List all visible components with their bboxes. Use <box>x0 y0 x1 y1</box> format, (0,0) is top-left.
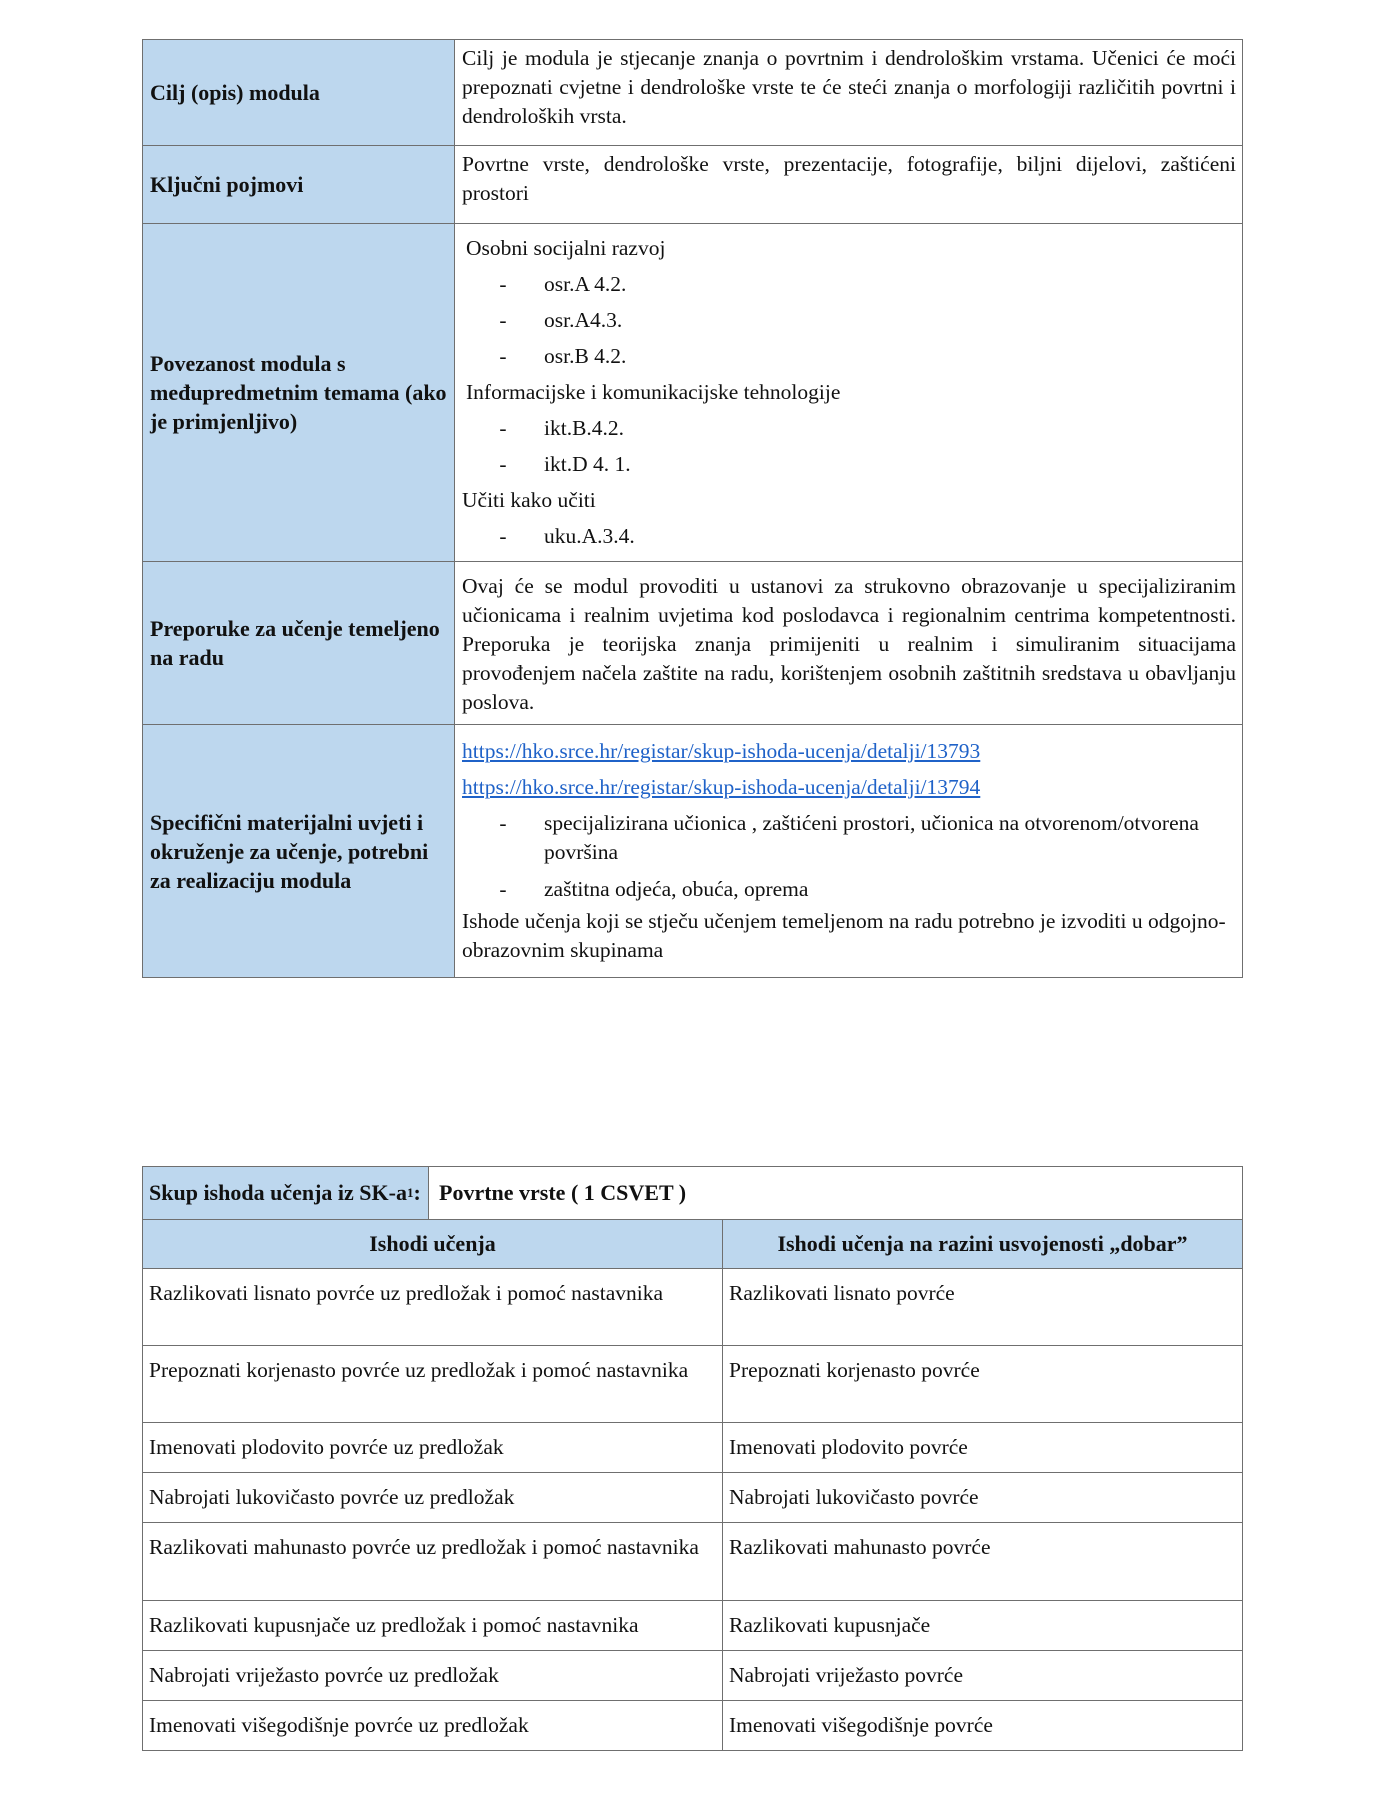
table-row: Prepoznati korjenasto povrće uz predložak i pomoć nastavnika Prepoznati korjenasto povrće <box>143 1346 1243 1423</box>
row-label: Cilj (opis) modula <box>143 40 455 146</box>
table-row: Razlikovati lisnato povrće uz predložak i pomoć nastavnika Razlikovati lisnato povrće <box>143 1269 1243 1346</box>
set-row <box>143 1167 1243 1220</box>
table-row <box>143 562 1243 725</box>
table-row <box>143 224 1243 562</box>
outcome-set-label: Skup ishoda učenja iz SK-a 1 : <box>143 1167 429 1219</box>
list-item: - osr.A 4.2. <box>462 266 1236 302</box>
hko-link-13793[interactable]: https://hko.srce.hr/registar/skup-ishoda-ucenja/detalji/13793 <box>462 739 981 763</box>
list-item: - uku.A.3.4. <box>462 518 1236 554</box>
list-item: - ikt.B.4.2. <box>462 410 1236 446</box>
row-label: Ključni pojmovi <box>143 146 455 224</box>
table-row: Razlikovati mahunasto povrće uz predložak i pomoć nastavnika Razlikovati mahunasto povrće <box>143 1523 1243 1601</box>
table-row <box>143 725 1243 978</box>
key-terms-text: Povrtne vrste, dendrološke vrste, prezentacije, fotografije, biljni dijelovi, zaštićeni prostori <box>455 146 1243 224</box>
module-info-table <box>142 39 1243 978</box>
row-label: Specifični materijalni uvjeti i okruženje za učenje, potrebni za realizaciju modula <box>143 725 455 978</box>
work-based-learning-text: Ovaj će se modul provoditi u ustanovi za strukovno obrazovanje u specijaliziranim učionicama i realnim uvjetima kod poslodavca i regionalnim centrima kompetentnosti. Preporuka je teorijska znanja primijeniti u realnim i simuliranim situacijama provođenjem načela zaštite na radu, korištenjem osobnih zaštitnih sredstava u obavljanju poslova. <box>455 562 1243 725</box>
table-row: Razlikovati kupusnjače uz predložak i pomoć nastavnika Razlikovati kupusnjače <box>143 1601 1243 1651</box>
group-title: Osobni socijalni razvoj <box>466 236 666 260</box>
dash-bullet: - <box>499 524 507 548</box>
note-text: Ishode učenja koji se stječu učenjem temeljenom na radu potrebno je izvoditi u odgojno-obrazovnim skupinama <box>462 909 1226 962</box>
dash-bullet: - <box>499 452 507 476</box>
table-row: Nabrojati vriježasto povrće uz predložak Nabrojati vriježasto povrće <box>143 1651 1243 1701</box>
group-title: Učiti kako učiti <box>462 488 596 512</box>
table-row: Imenovati višegodišnje povrće uz predložak Imenovati višegodišnje povrće <box>143 1701 1243 1751</box>
cross-curricular-list <box>455 224 1243 562</box>
hko-link-13794[interactable]: https://hko.srce.hr/registar/skup-ishoda-ucenja/detalji/13794 <box>462 775 981 799</box>
header-row <box>143 1220 1243 1269</box>
list-item: - osr.B 4.2. <box>462 338 1236 374</box>
dash-bullet: - <box>499 877 507 901</box>
list-item: - ikt.D 4. 1. <box>462 446 1236 482</box>
dash-bullet: - <box>499 344 507 368</box>
list-item: - zaštitna odjeća, obuća, oprema <box>462 871 1236 907</box>
group-title: Informacijske i komunikacijske tehnologije <box>466 380 841 404</box>
table-row <box>143 146 1243 224</box>
column-header: Ishodi učenja na razini usvojenosti „dobar” <box>723 1220 1243 1269</box>
dash-bullet: - <box>499 811 507 835</box>
learning-outcomes-table <box>142 1166 1243 1751</box>
column-header: Ishodi učenja <box>143 1220 723 1269</box>
module-goal-text: Cilj je modula je stjecanje znanja o povrtnim i dendrološkim vrstama. Učenici će moći prepoznati cvjetne i dendrološke vrste te će steći znanja o morfologiji različitih povrtni i dendroloških vrsta. <box>455 40 1243 146</box>
dash-bullet: - <box>499 308 507 332</box>
table-row <box>143 40 1243 146</box>
table-row: Imenovati plodovito povrće uz predložak Imenovati plodovito povrće <box>143 1423 1243 1473</box>
material-conditions <box>455 725 1243 978</box>
list-item: - specijalizirana učionica , zaštićeni prostori, učionica na otvorenom/otvorena površina <box>462 805 1236 871</box>
dash-bullet: - <box>499 416 507 440</box>
list-item: - osr.A4.3. <box>462 302 1236 338</box>
outcome-set-value: Povrtne vrste ( 1 CSVET ) <box>439 1180 687 1205</box>
row-label: Povezanost modula s međupredmetnim temama (ako je primjenljivo) <box>143 224 455 562</box>
table-row: Nabrojati lukovičasto povrće uz predložak Nabrojati lukovičasto povrće <box>143 1473 1243 1523</box>
row-label: Preporuke za učenje temeljeno na radu <box>143 562 455 725</box>
dash-bullet: - <box>499 272 507 296</box>
